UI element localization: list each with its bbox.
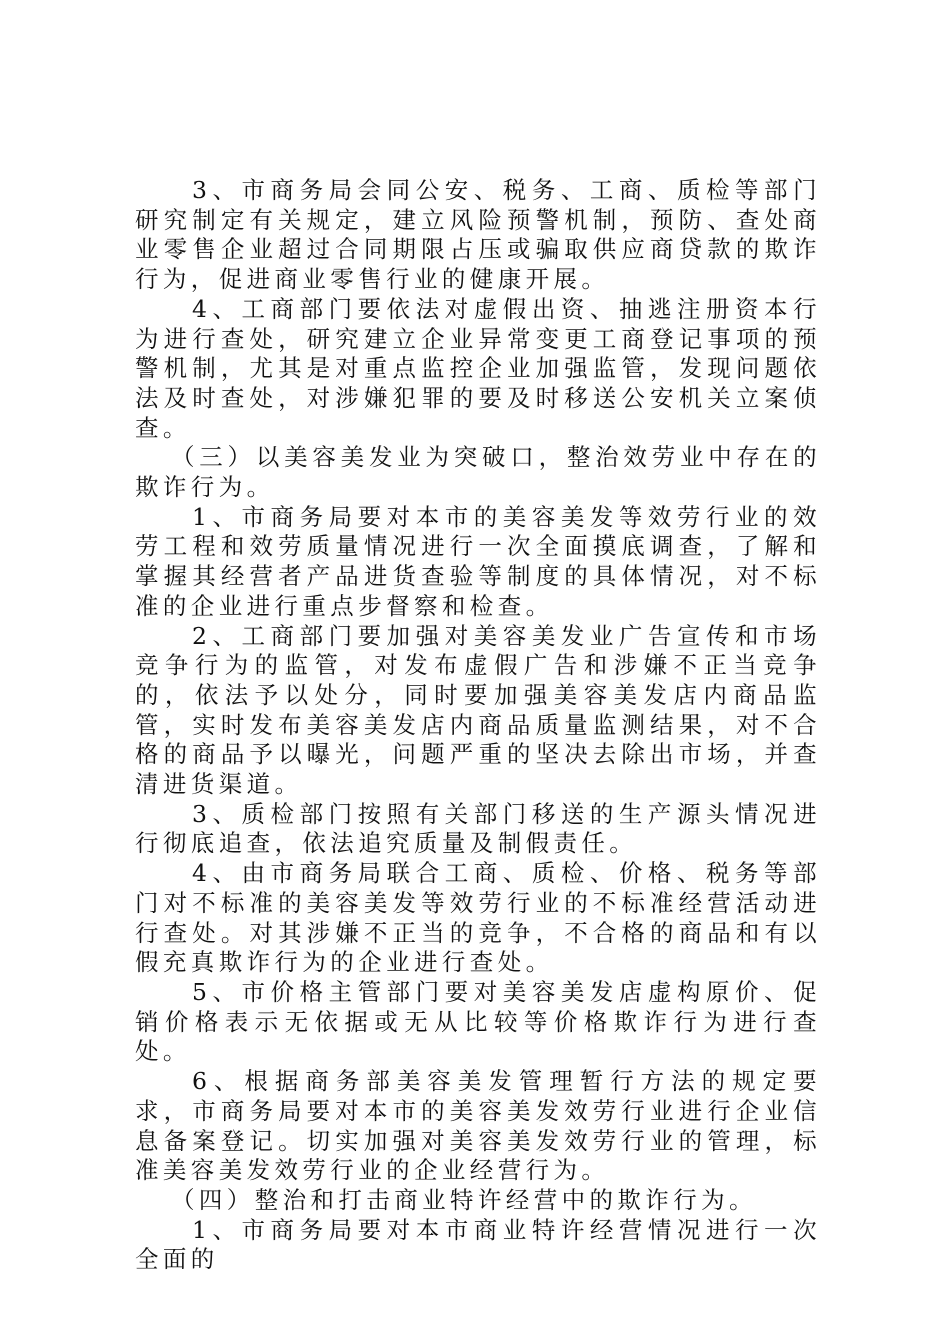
paragraph-item-5-price-fraud: 5、市价格主管部门要对美容美发店虚构原价、促销价格表示无依据或无从比较等价格欺诈行为进行查处。 [135, 977, 821, 1066]
paragraph-item-1-franchise-survey: 1、市商务局要对本市商业特许经营情况进行一次全面的 [135, 1215, 821, 1274]
paragraph-item-1-survey: 1、市商务局要对本市的美容美发等效劳行业的效劳工程和效劳质量情况进行一次全面摸底调查，了解和掌握其经营者产品进货查验等制度的具体情况，对不标准的企业进行重点步督察和检查。 [135, 502, 821, 620]
section-heading-4-franchise: （四）整治和打击商业特许经营中的欺诈行为。 [171, 1185, 757, 1214]
paragraph-item-3-quality-trace: 3、质检部门按照有关部门移送的生产源头情况进行彻底追查，依法追究质量及制假责任。 [135, 799, 821, 858]
paragraph-item-4-false-capital: 4、工商部门要依法对虚假出资、抽逃注册资本行为进行查处，研究建立企业异常变更工商登记事项的预警机制，尤其是对重点监控企业加强监管，发现问题依法及时查处，对涉嫌犯罪的要及时移送公安机关立案侦查。 [135, 294, 821, 442]
paragraph-item-2-advertising: 2、工商部门要加强对美容美发业广告宣传和市场竞争行为的监管，对发布虚假广告和涉嫌不正当竞争的，依法予以处分，同时要加强美容美发店内商品监管，实时发布美容美发店内商品质量监测结果，对不合格的商品予以曝光，问题严重的坚决去除出市场，并查清进货渠道。 [135, 621, 821, 799]
paragraph-item-6-registration: 6、根据商务部美容美发管理暂行方法的规定要求，市商务局要对本市的美容美发效劳行业进行企业信息备案登记。切实加强对美容美发效劳行业的管理，标准美容美发效劳行业的企业经营行为。 [135, 1067, 821, 1185]
document-page [135, 176, 821, 1275]
paragraph-item-3-retail-fraud: 3、市商务局会同公安、税务、工商、质检等部门研究制定有关规定，建立风险预警机制，预防、查处商业零售企业超过合同期限占压或骗取供应商贷款的欺诈行为，促进商业零售行业的健康开展。 [135, 176, 821, 294]
section-heading-3-beauty-salon: （三）以美容美发业为突破口，整治效劳业中存在的欺诈行为。 [135, 443, 821, 502]
paragraph-item-4-joint-inspection: 4、由市商务局联合工商、质检、价格、税务等部门对不标准的美容美发等效劳行业的不标准经营活动进行查处。对其涉嫌不正当的竞争，不合格的商品和有以假充真欺诈行为的企业进行查处。 [135, 859, 821, 977]
